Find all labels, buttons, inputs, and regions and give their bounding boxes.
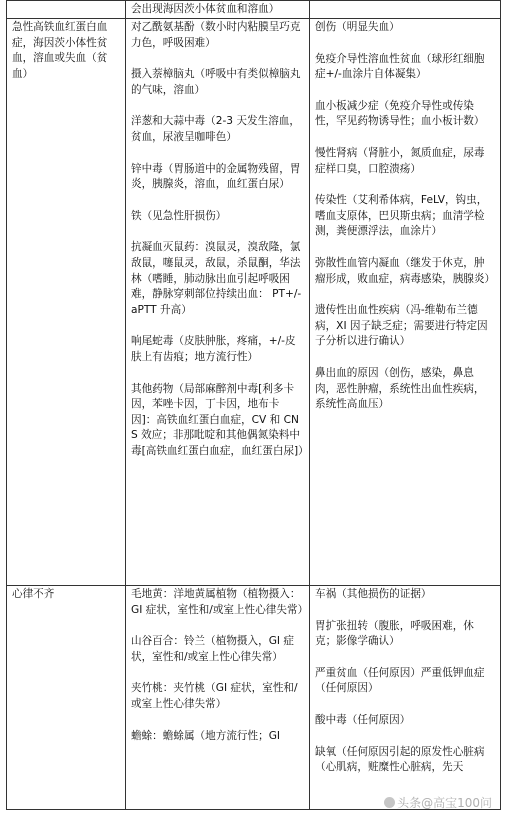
cell-paragraph: 酸中毒（任何原因） (315, 713, 411, 726)
cell-paragraph: 响尾蛇毒（皮肤肿胀，疼痛，+/-皮肤上有齿痕；地方流行性） (131, 335, 296, 363)
table-cell-arrhythmia-2 (126, 586, 310, 810)
cell-paragraph: 洋葱和大蒜中毒（2-3 天发生溶血，贫血，尿液呈咖啡色） (131, 115, 300, 143)
cell-paragraph: 车祸（其他损伤的证据） (315, 588, 432, 600)
cell-paragraph: 弥散性血管内凝血（继发于休克，肿瘤形成，败血症，病毒感染，胰腺炎） (315, 256, 496, 285)
cell-paragraph: 免疫介导性溶血性贫血（球形红细胞症+/-血涂片自体凝集） (315, 52, 485, 81)
table-cell-top-2 (126, 1, 310, 19)
cell-paragraph: 缺氧（任何原因引起的原发性心脏病（心肌病，赃糜性心脏病，先天 (315, 745, 485, 774)
watermark (384, 794, 492, 811)
cell-paragraph: 毛地黄：洋地黄属植物（植物摄入：GI 症状，室性和/或室上性心律失常） (131, 588, 309, 616)
table-body (7, 1, 501, 810)
cell-paragraph: 其他药物（局部麻醉剂中毒[利多卡因，苯唑卡因，丁卡因，地布卡因]：高铁血红蛋白血症，CV 和 CNS 效应；非那吡啶和其他偶氮染料中毒[高铁血红蛋白血症，血红蛋白尿]） (131, 382, 309, 457)
cell-paragraph: 山谷百合：铃兰（植物摄入，GI 症状，室性和/或室上性心律失常） (131, 635, 295, 663)
cell-paragraph: 心律不齐 (12, 588, 55, 600)
cell-paragraph: 慢性肾病（肾脏小，氮质血症，尿毒症样口臭，口腔溃疡） (315, 146, 485, 175)
cell-paragraph: 血小板减少症（免疫介导性或传染性，罕见药物诱导性；血小板计数） (315, 99, 485, 128)
cell-paragraph: 夹竹桃：夹竹桃（GI 症状，室性和/或室上性心律失常） (131, 682, 298, 710)
differential-diagnosis-table (6, 0, 501, 810)
cell-paragraph: 锌中毒（胃肠道中的金属物残留，胃炎，胰腺炎，溶血，血红蛋白尿） (131, 162, 301, 191)
watermark-text: 头条@高宝100问 (397, 796, 492, 810)
cell-paragraph: 摄入萘樟脑丸（呼吸中有类似樟脑丸的气味，溶血） (131, 68, 301, 96)
cell-paragraph: 急性高铁血红蛋白血症，海因茨小体性贫血，溶血或失血（贫血） (12, 21, 108, 80)
table-row-acute (7, 19, 501, 586)
cell-paragraph: 蟾蜍：蟾蜍属（地方流行性；GI (131, 729, 281, 742)
table-cell-arrhythmia-1 (7, 586, 126, 810)
cell-paragraph: 鼻出血的原因（创伤，感染，鼻息肉，恶性肿瘤，系统性出血性疾病，系统性高血压） (315, 366, 485, 411)
cell-paragraph: 会出现海因茨小体贫血和溶血） (131, 3, 280, 15)
watermark-logo-icon (384, 797, 395, 808)
cell-paragraph: 铁（见急性肝损伤） (131, 209, 227, 222)
table-row-top (7, 1, 501, 19)
table-cell-top-3 (310, 1, 501, 19)
cell-paragraph: 严重贫血（任何原因）严重低钾血症（任何原因） (315, 666, 485, 695)
table-cell-acute-2 (126, 19, 310, 586)
table-cell-top-1 (7, 1, 126, 19)
cell-paragraph: 遗传性出血性疾病（冯-维勒布兰德病，XI 因子缺乏症；需要进行特定因子分析以进行确认） (315, 304, 488, 348)
cell-paragraph: 对乙酰氨基酚（数小时内粘膜呈巧克力色，呼吸困难） (131, 21, 301, 49)
table-row-arrhythmia (7, 586, 501, 810)
table-cell-acute-3 (310, 19, 501, 586)
table-cell-acute-1 (7, 19, 126, 586)
cell-paragraph: 传染性（艾利希体病，FeLV，钩虫，嗜血支原体，巴贝斯虫病；血清学检测，粪便漂浮法，血涂片） (315, 194, 488, 238)
cell-paragraph: 抗凝血灭鼠药：溴鼠灵，溴敌隆，氯敌鼠，噻鼠灵，敌鼠，杀鼠酮，华法林（嗜睡，肺动脉出血引起呼吸困难，静脉穿刺部位持续出血： PT+/-aPTT 升高） (131, 241, 302, 316)
table-cell-arrhythmia-3 (310, 586, 501, 810)
cell-paragraph: 胃扩张扭转（腹胀，呼吸困难，休克；影像学确认） (315, 619, 474, 648)
document-page (6, 0, 500, 813)
cell-paragraph: 创伤（明显失血） (315, 21, 400, 33)
